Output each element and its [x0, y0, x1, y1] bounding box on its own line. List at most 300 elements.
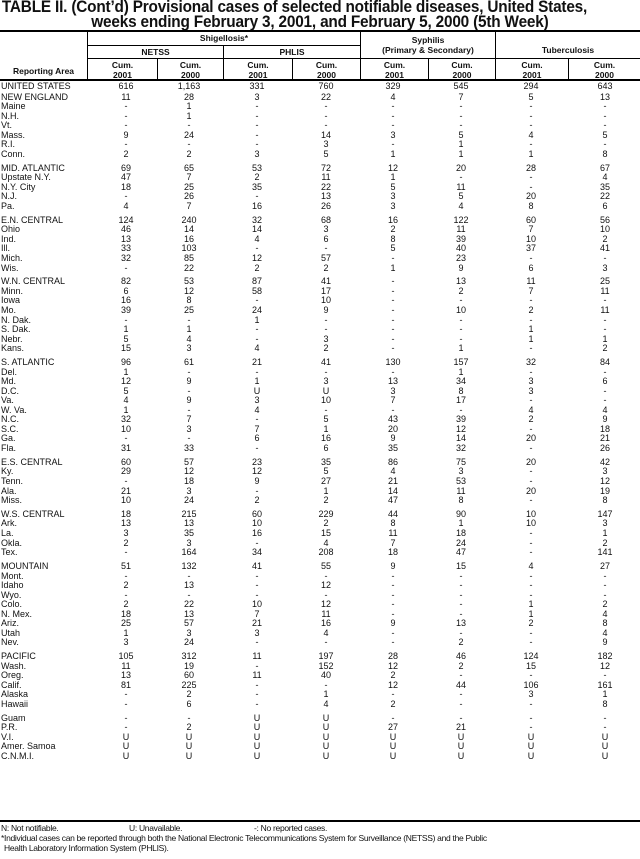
cell-value: 1: [390, 172, 396, 183]
cell-value: -: [391, 305, 395, 315]
cell-value: 3: [323, 224, 329, 235]
reporting-area-label: Ohio: [1, 224, 21, 235]
cell-value: 6: [602, 200, 608, 211]
cell-value: 7: [528, 224, 534, 235]
cell-value: 12: [251, 252, 262, 263]
cell-value: 33: [120, 243, 131, 254]
table-row: [0, 618, 640, 628]
cell-value: 15: [455, 560, 466, 571]
cell-value: 11: [456, 485, 466, 496]
divider: [88, 58, 640, 59]
subgroup-netss: NETSS: [141, 47, 170, 57]
cell-value: 4: [254, 233, 260, 244]
cell-value: 1: [528, 333, 534, 344]
cell-value: 6: [323, 233, 329, 244]
reporting-area-label: N. Mex.: [1, 608, 33, 619]
cell-value: -: [391, 627, 395, 638]
cell-value: 616: [118, 81, 134, 91]
reporting-area-label: Hawaii: [1, 698, 29, 709]
cell-value: 2: [123, 148, 129, 159]
cell-value: 1: [528, 324, 534, 335]
cell-value: 22: [320, 181, 331, 192]
cell-value: -: [529, 495, 533, 505]
cell-value: 2: [323, 343, 329, 354]
cell-value: 32: [120, 414, 131, 425]
cell-value: -: [391, 333, 395, 344]
table-row: [0, 528, 640, 538]
cell-value: -: [187, 589, 191, 600]
cell-value: -: [603, 395, 607, 406]
table-row: [0, 651, 640, 661]
cell-value: 7: [186, 172, 192, 183]
cell-value: -: [324, 404, 328, 415]
cell-value: 19: [599, 485, 610, 496]
cell-value: 20: [525, 433, 536, 444]
cell-value: 9: [323, 305, 329, 315]
cell-value: 6: [254, 433, 260, 444]
cell-value: -: [603, 324, 607, 335]
cell-value: -: [603, 120, 607, 131]
reporting-area-label: Kans.: [1, 343, 25, 354]
table-row: [0, 599, 640, 609]
cell-value: U: [527, 741, 535, 752]
cell-value: 22: [183, 262, 194, 273]
cell-value: 90: [455, 508, 466, 519]
cell-value: 122: [453, 214, 469, 225]
title-line-2: weeks ending February 3, 2001, and February 5, 2000 (5th Week): [91, 13, 549, 31]
table-row: [0, 182, 640, 192]
reporting-area-label: S. Dak.: [1, 324, 31, 335]
cell-value: 2: [390, 670, 396, 681]
reporting-area-label: Mont.: [1, 570, 24, 581]
cell-value: 75: [455, 456, 466, 467]
cell-value: 2: [528, 305, 534, 315]
cell-value: -: [187, 139, 191, 150]
cell-value: 21: [120, 485, 131, 496]
col-header: Cum. 2001: [383, 60, 406, 80]
table-row: [0, 486, 640, 496]
cell-value: -: [187, 314, 191, 325]
cell-value: -: [459, 101, 463, 112]
cell-value: 2: [123, 599, 129, 610]
cell-value: 24: [183, 637, 194, 648]
cell-value: 22: [320, 91, 331, 102]
cell-value: -: [124, 139, 128, 150]
cell-value: 82: [120, 276, 131, 287]
cell-value: 61: [183, 357, 194, 367]
cell-value: -: [255, 443, 259, 453]
cell-value: -: [603, 580, 607, 590]
table-row: [0, 395, 640, 405]
cell-value: 1: [390, 262, 396, 273]
cell-value: 13: [455, 618, 466, 629]
cell-value: 10: [251, 599, 262, 610]
cell-value: -: [124, 101, 128, 112]
cell-value: -: [529, 314, 533, 325]
cell-value: 9: [186, 376, 192, 387]
cell-value: 4: [528, 560, 534, 571]
cell-value: -: [187, 120, 191, 131]
cell-value: -: [255, 139, 259, 150]
cell-value: -: [255, 110, 259, 121]
cell-value: 29: [120, 466, 131, 477]
cell-value: 7: [458, 91, 464, 102]
cell-value: 2: [323, 518, 329, 529]
cell-value: 35: [320, 456, 331, 467]
cell-value: -: [187, 712, 191, 723]
cell-value: -: [529, 423, 533, 434]
cell-value: -: [529, 181, 533, 192]
table-row: [0, 263, 640, 273]
cell-value: 18: [455, 528, 466, 538]
cell-value: 5: [528, 91, 534, 102]
cell-value: 3: [254, 395, 260, 406]
cell-value: -: [255, 333, 259, 344]
cell-value: 3: [186, 485, 192, 496]
cell-value: -: [391, 285, 395, 296]
cell-value: 8: [390, 233, 396, 244]
cell-value: 5: [323, 414, 329, 425]
table-row: [0, 81, 640, 91]
cell-value: -: [459, 110, 463, 121]
cell-value: 3: [390, 191, 396, 202]
cell-value: -: [124, 110, 128, 121]
cell-value: 12: [320, 599, 331, 610]
table-row: [0, 101, 640, 111]
cell-value: 34: [455, 376, 466, 387]
cell-value: -: [255, 637, 259, 648]
cell-value: 1: [390, 148, 396, 159]
cell-value: 23: [455, 252, 466, 263]
cell-value: 12: [599, 660, 610, 671]
table-row: [0, 172, 640, 182]
table-row: [0, 661, 640, 671]
cell-value: 312: [181, 651, 197, 662]
cell-value: 13: [183, 608, 194, 619]
cell-value: -: [459, 712, 463, 723]
cell-value: 4: [254, 404, 260, 415]
cell-value: -: [255, 660, 259, 671]
cell-value: 5: [390, 243, 396, 254]
table-row: [0, 713, 640, 723]
cell-value: 3: [186, 537, 192, 548]
col-header: Cum. 2000: [315, 60, 338, 80]
cell-value: U: [253, 722, 261, 733]
cell-value: 15: [525, 660, 536, 671]
cell-value: 51: [120, 560, 131, 571]
table-row: [0, 276, 640, 286]
cell-value: -: [124, 570, 128, 581]
cell-value: 6: [528, 262, 534, 273]
reporting-area-label: Wis.: [1, 262, 19, 273]
cell-value: -: [255, 580, 259, 590]
group-shigellosis: Shigellosis*: [199, 33, 249, 43]
cell-value: -: [324, 314, 328, 325]
reporting-area-label: N.J.: [1, 191, 18, 202]
cell-value: 3: [458, 466, 464, 477]
cell-value: -: [255, 485, 259, 496]
cell-value: 57: [183, 618, 194, 629]
cell-value: -: [603, 295, 607, 306]
cell-value: 16: [120, 295, 131, 306]
table-row: [0, 628, 640, 638]
cell-value: 124: [523, 651, 539, 662]
cell-value: U: [601, 750, 609, 761]
cell-value: 9: [390, 618, 396, 629]
cell-value: 12: [387, 660, 398, 671]
cell-value: -: [324, 589, 328, 600]
cell-value: 46: [455, 651, 466, 662]
cell-value: 3: [390, 200, 396, 211]
cell-value: U: [253, 750, 261, 761]
reporting-area-label: Vt.: [1, 120, 13, 131]
cell-value: 2: [458, 285, 464, 296]
cell-value: -: [255, 366, 259, 377]
reporting-area-label: N.H.: [1, 110, 19, 121]
cell-value: 20: [525, 456, 536, 467]
cell-value: U: [253, 741, 261, 752]
cell-value: 3: [528, 689, 534, 700]
cell-value: 11: [600, 305, 610, 315]
cell-value: 1: [123, 404, 129, 415]
cell-value: -: [255, 120, 259, 131]
cell-value: 24: [183, 495, 194, 505]
cell-value: -: [391, 110, 395, 121]
cell-value: 20: [387, 423, 398, 434]
cell-value: U: [122, 750, 130, 761]
cell-value: 8: [458, 495, 464, 505]
cell-value: 9: [602, 414, 608, 425]
table-row: [0, 295, 640, 305]
table-row: [0, 92, 640, 102]
cell-value: -: [529, 139, 533, 150]
cell-value: -: [391, 139, 395, 150]
cell-value: -: [255, 243, 259, 254]
cell-value: 8: [602, 495, 608, 505]
cell-value: 6: [186, 698, 192, 709]
cell-value: 2: [123, 537, 129, 548]
reporting-area-label: Iowa: [1, 295, 21, 306]
cell-value: -: [324, 679, 328, 690]
table-row: [0, 547, 640, 557]
cell-value: 12: [183, 285, 194, 296]
cell-value: 215: [181, 508, 197, 519]
cell-value: -: [603, 110, 607, 121]
cell-value: 21: [251, 357, 262, 367]
cell-value: 3: [186, 423, 192, 434]
table-row: [0, 305, 640, 315]
cell-value: -: [603, 570, 607, 581]
cell-value: 1: [602, 689, 608, 700]
cell-value: 41: [320, 276, 331, 287]
cell-value: 2: [186, 689, 192, 700]
cell-value: -: [459, 580, 463, 590]
cell-value: 11: [321, 172, 331, 183]
cell-value: 2: [528, 618, 534, 629]
cell-value: -: [603, 589, 607, 600]
cell-value: 9: [123, 129, 129, 140]
table-row: [0, 367, 640, 377]
cell-value: U: [389, 741, 397, 752]
reporting-area-label: Maine: [1, 101, 26, 112]
cell-value: 17: [320, 285, 331, 296]
reporting-area-label: UNITED STATES: [1, 81, 71, 91]
cell-value: 1: [458, 139, 464, 150]
cell-value: 60: [525, 214, 536, 225]
table-row: [0, 509, 640, 519]
cell-value: 67: [599, 162, 610, 173]
cell-value: 208: [318, 547, 334, 558]
cell-value: -: [529, 570, 533, 581]
cell-value: -: [124, 314, 128, 325]
cell-value: -: [124, 475, 128, 486]
cell-value: 105: [118, 651, 134, 662]
cell-value: 2: [390, 224, 396, 235]
cell-value: -: [391, 608, 395, 619]
cell-value: 4: [602, 608, 608, 619]
cell-value: 5: [123, 385, 129, 396]
cell-value: -: [187, 366, 191, 377]
reporting-area-label: Pa.: [1, 200, 15, 211]
cell-value: 1: [458, 148, 464, 159]
cell-value: 10: [599, 224, 610, 235]
cell-value: -: [391, 343, 395, 354]
cell-value: 11: [388, 528, 398, 538]
cell-value: -: [187, 570, 191, 581]
cell-value: 1: [123, 366, 129, 377]
cell-value: 14: [320, 129, 331, 140]
cell-value: 19: [183, 660, 194, 671]
cell-value: 8: [458, 385, 464, 396]
cell-value: -: [459, 324, 463, 335]
cell-value: 32: [120, 252, 131, 263]
cell-value: -: [255, 129, 259, 140]
cell-value: 57: [320, 252, 331, 263]
cell-value: 40: [320, 670, 331, 681]
cell-value: 7: [254, 608, 260, 619]
cell-value: -: [529, 343, 533, 354]
reporting-area-label: N.Y. City: [1, 181, 36, 192]
cell-value: 294: [523, 81, 539, 91]
cell-value: 65: [183, 162, 194, 173]
cell-value: 39: [455, 233, 466, 244]
cell-value: 43: [387, 414, 398, 425]
cell-value: -: [255, 537, 259, 548]
cell-value: 3: [323, 333, 329, 344]
cell-value: 69: [120, 162, 131, 173]
cell-value: 8: [602, 698, 608, 709]
cell-value: -: [529, 395, 533, 406]
cell-value: 11: [121, 660, 131, 671]
reporting-area-label: Md.: [1, 376, 17, 387]
cell-value: 12: [120, 376, 131, 387]
cell-value: -: [255, 570, 259, 581]
cell-value: 15: [120, 343, 131, 354]
cell-value: 44: [455, 679, 466, 690]
cell-value: 1: [528, 148, 534, 159]
cell-value: 4: [458, 200, 464, 211]
reporting-area-label: Ind.: [1, 233, 17, 244]
cell-value: U: [253, 385, 261, 396]
reporting-area-label: P.R.: [1, 722, 18, 733]
cell-value: -: [391, 580, 395, 590]
reporting-area-label: N. Dak.: [1, 314, 32, 325]
cell-value: 18: [387, 547, 398, 558]
table-row: [0, 580, 640, 590]
cell-value: -: [124, 547, 128, 558]
cell-value: U: [389, 750, 397, 761]
cell-value: -: [603, 385, 607, 396]
cell-value: -: [459, 570, 463, 581]
table-row: [0, 433, 640, 443]
reporting-area-label: E.N. CENTRAL: [1, 214, 64, 225]
group-tuberculosis: Tuberculosis: [541, 45, 595, 55]
cell-value: 41: [320, 357, 331, 367]
cell-value: -: [255, 295, 259, 306]
cell-value: U: [457, 750, 465, 761]
cell-value: 8: [602, 148, 608, 159]
reporting-area-label: Ala.: [1, 485, 17, 496]
table-row: [0, 163, 640, 173]
cell-value: 35: [599, 181, 610, 192]
cell-value: 1: [458, 518, 464, 529]
cell-value: -: [459, 314, 463, 325]
table-row: [0, 457, 640, 467]
cell-value: 13: [599, 91, 610, 102]
cell-value: 1: [458, 366, 464, 377]
cell-value: -: [529, 722, 533, 733]
reporting-area-label: E.S. CENTRAL: [1, 456, 63, 467]
cell-value: -: [529, 547, 533, 558]
cell-value: -: [391, 101, 395, 112]
cell-value: 12: [599, 475, 610, 486]
cell-value: 47: [387, 495, 398, 505]
cell-value: -: [391, 570, 395, 581]
cell-value: 18: [183, 475, 194, 486]
cell-value: 4: [390, 91, 396, 102]
cell-value: 5: [458, 191, 464, 202]
group-syphilis: Syphilis: [411, 35, 445, 45]
cell-value: U: [389, 731, 397, 742]
cell-value: 157: [453, 357, 469, 367]
cell-value: 68: [320, 214, 331, 225]
table-row: [0, 689, 640, 699]
cell-value: U: [185, 750, 193, 761]
cell-value: -: [124, 262, 128, 273]
cell-value: 164: [181, 547, 197, 558]
cell-value: 161: [597, 679, 613, 690]
cell-value: 39: [455, 414, 466, 425]
table-row: [0, 253, 640, 263]
cell-value: 13: [120, 233, 131, 244]
cell-value: -: [459, 295, 463, 306]
col-header: Cum. 2001: [111, 60, 134, 80]
cell-value: 2: [254, 262, 260, 273]
cell-value: 25: [599, 276, 610, 287]
cell-value: 57: [183, 456, 194, 467]
cell-value: 28: [525, 162, 536, 173]
cell-value: 24: [455, 537, 466, 548]
subgroup-phlis: PHLIS: [279, 47, 305, 57]
cell-value: 13: [183, 518, 194, 529]
cell-value: 2: [186, 722, 192, 733]
cell-value: 2: [458, 660, 464, 671]
cell-value: -: [529, 120, 533, 131]
cell-value: -: [324, 366, 328, 377]
cell-value: 8: [528, 200, 534, 211]
cell-value: 331: [249, 81, 265, 91]
cell-value: 42: [599, 456, 610, 467]
